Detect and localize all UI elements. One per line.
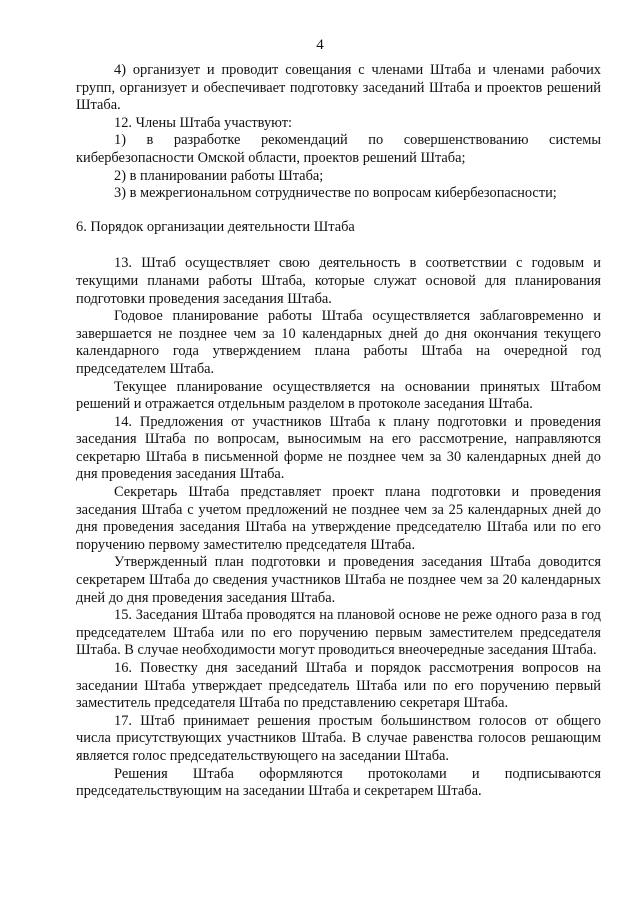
section-title: 6. Порядок организации деятельности Штаба (76, 218, 355, 235)
paragraph-clause-14: 14. Предложения от участников Штаба к плану подготовки и проведения заседания Штаба по вопросам, выносимым на его рассмотрение, направляются секретарю Штаба в письменной форме не позднее чем за 30 календарных дней до дня проведения заседания Штаба. (76, 413, 601, 483)
paragraph-clause-12-item-1: 1) в разработке рекомендаций по совершенствованию системы кибербезопасности Омской области, проектов решений Штаба; (76, 132, 601, 166)
paragraph-clause-17: 17. Штаб принимает решения простым большинством голосов от общего числа присутствующих участников Штаба. В случае равенства голосов решающим является голос председательствующего на заседании Штаба. (76, 712, 601, 764)
paragraph-current-planning: Текущее планирование осуществляется на основании принятых Штабом решений и отражается отдельным разделом в протоколе заседания Штаба. (76, 378, 601, 413)
paragraph-clause-13: 13. Штаб осуществляет свою деятельность в соответствии с годовым и текущими планами работы Штаба, которые служат основой для планирования подготовки проведения заседания Штаба. (76, 255, 601, 307)
paragraph-secretary-draft: Секретарь Штаба представляет проект плана подготовки и проведения заседания Штаба с учетом предложений не позднее чем за 25 календарных дней до дня проведения заседания Штаба на утверждение председателю Штаба или по его поручению первому заместителю председателя Штаба. (76, 484, 601, 553)
paragraph-decisions: Решения Штаба оформляются протоколами и подписываются председательствующим на заседании Штаба и секретарем Штаба. (76, 765, 601, 800)
page-number: 4 (316, 37, 324, 53)
paragraph-item-4: 4) организует и проводит совещания с членами Штаба и членами рабочих групп, организует и обеспечивает подготовку заседаний Штаба и проектов решений Штаба. (76, 62, 601, 114)
paragraph-clause-12: 12. Члены Штаба участвуют: (114, 114, 292, 131)
paragraph-annual-planning: Годовое планирование работы Штаба осуществляется заблаговременно и завершается не позднее чем за 10 календарных дней до дня окончания текущего календарного года утверждением плана работы Штаба на очередной год председателем Штаба. (76, 308, 601, 377)
paragraph-clause-12-item-2: 2) в планировании работы Штаба; (114, 167, 324, 184)
paragraph-clause-12-item-3: 3) в межрегиональном сотрудничестве по вопросам кибербезопасности; (114, 185, 557, 202)
paragraph-clause-15: 15. Заседания Штаба проводятся на плановой основе не реже одного раза в год председателем Штаба или по его поручению первым заместителем председателя Штаба. В случае необходимости могут проводиться внеочередные заседания Штаба. (76, 607, 601, 659)
document-body (76, 62, 601, 801)
paragraph-clause-16: 16. Повестку дня заседаний Штаба и порядок рассмотрения вопросов на заседании Штаба утверждает председатель Штаба или по его поручению первый заместитель председателя Штаба по представлению секретаря Штаба. (76, 660, 601, 712)
paragraph-approved-plan: Утвержденный план подготовки и проведения заседания Штаба доводится секретарем Штаба до сведения участников Штаба не позднее чем за 20 календарных дней до дня проведения заседания Штаба. (76, 554, 601, 606)
